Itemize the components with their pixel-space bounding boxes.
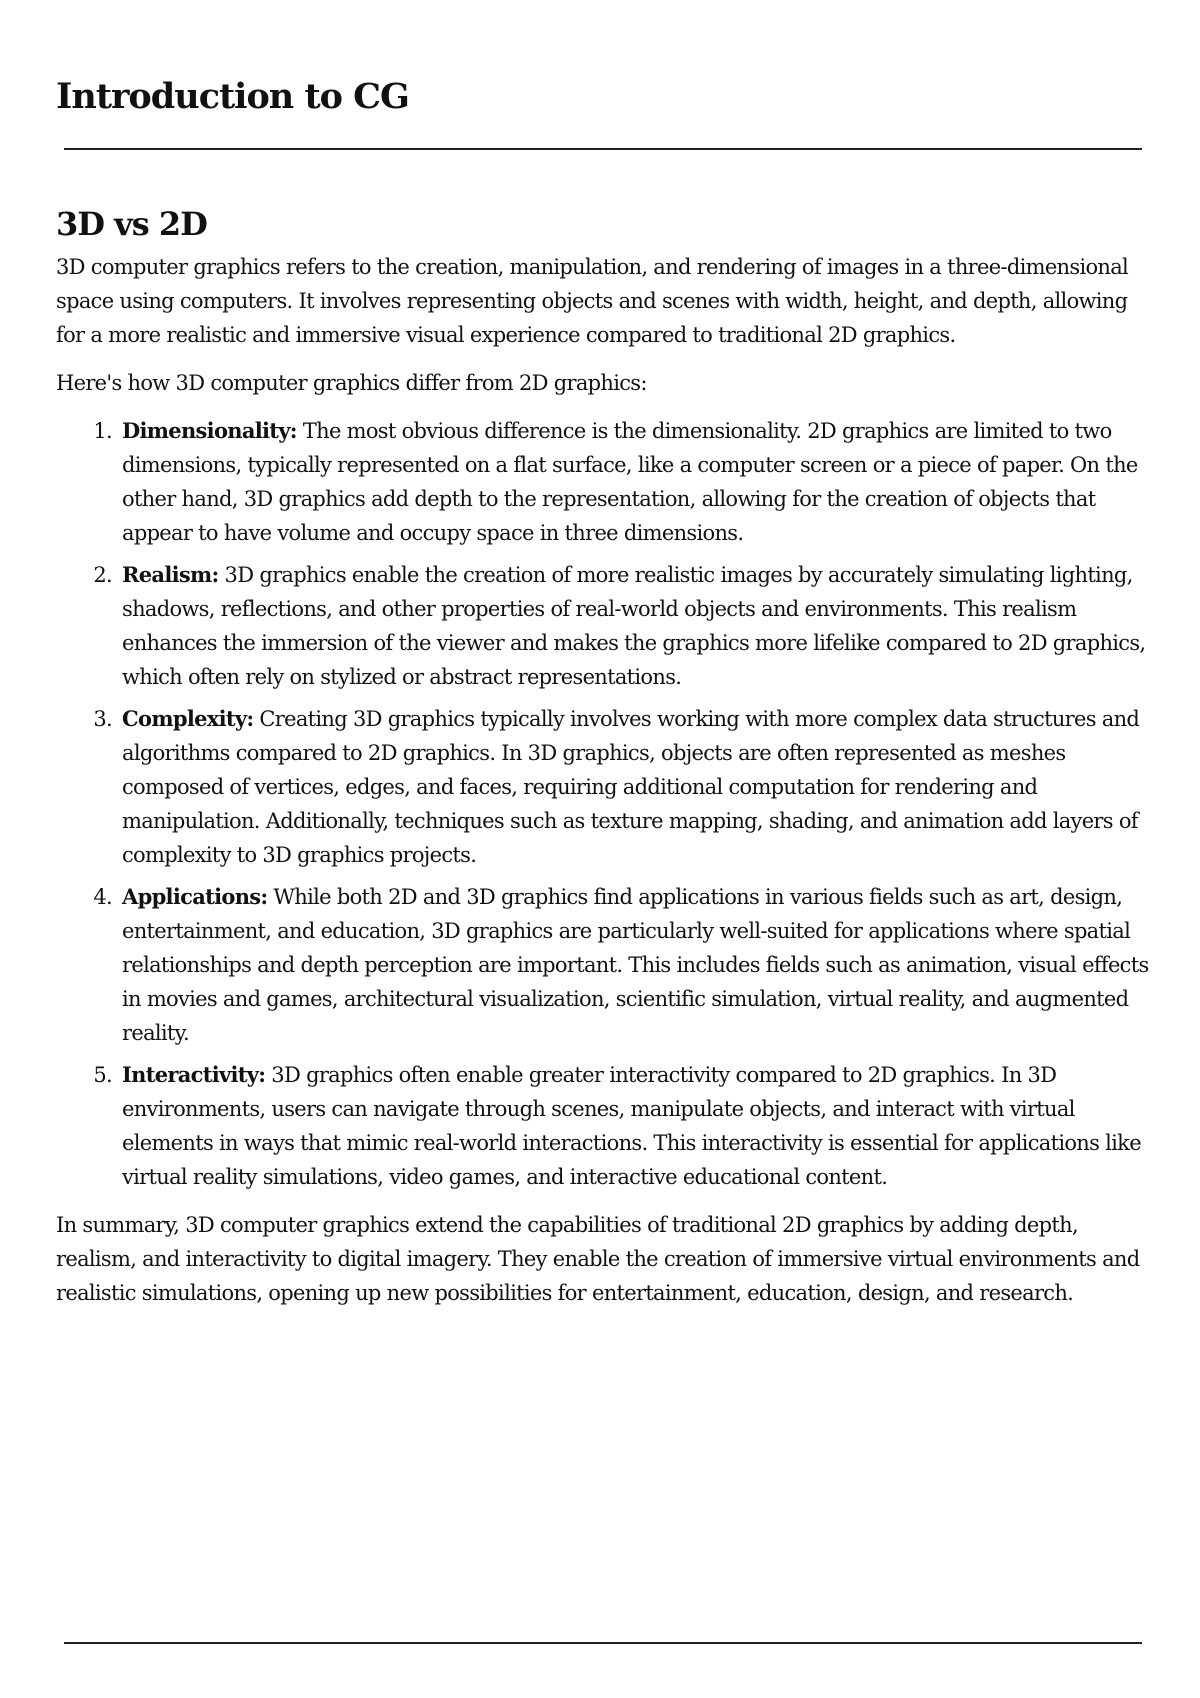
bottom-divider bbox=[64, 1642, 1142, 1644]
list-item-dimensionality bbox=[118, 414, 1150, 550]
list-item-text: 3D graphics often enable greater interactivity compared to 2D graphics. In 3D environments, users can navigate through scenes, manipulate objects, and interact with virtual elements in ways that mimic real-world interactions. This interactivity is essential for applications like virtual reality simulations, video games, and interactive educational content. bbox=[122, 1063, 1141, 1189]
list-item-term: Realism: bbox=[122, 562, 219, 587]
document-title: Introduction to CG bbox=[56, 76, 409, 117]
differences-list bbox=[56, 414, 1150, 1194]
list-item-term: Applications: bbox=[122, 884, 268, 909]
top-divider bbox=[64, 148, 1142, 150]
list-item-interactivity bbox=[118, 1058, 1150, 1194]
list-item-complexity bbox=[118, 702, 1150, 872]
summary-paragraph: In summary, 3D computer graphics extend the capabilities of traditional 2D graphics by adding depth, realism, and interactivity to digital imagery. They enable the creation of immersive virtual environments and realistic simulations, opening up new possibilities for entertainment, education, design, and research. bbox=[56, 1213, 1140, 1305]
section-heading: 3D vs 2D bbox=[56, 205, 207, 243]
list-item-text: 3D graphics enable the creation of more realistic images by accurately simulating lighting, shadows, reflections, and other properties of real-world objects and environments. This realism enhances the immersion of the viewer and makes the graphics more lifelike compared to 2D graphics, which often rely on stylized or abstract representations. bbox=[122, 563, 1146, 689]
list-item-term: Interactivity: bbox=[122, 1062, 266, 1087]
list-item-term: Complexity: bbox=[122, 706, 254, 731]
list-item-text: Creating 3D graphics typically involves working with more complex data structures and algorithms compared to 2D graphics. In 3D graphics, objects are often represented as meshes composed of vertices, edges, and faces, requiring additional computation for rendering and manipulation. Additionally, techniques such as texture mapping, shading, and animation add layers of complexity to 3D graphics projects. bbox=[122, 707, 1140, 867]
lead-in-paragraph: Here's how 3D computer graphics differ from 2D graphics: bbox=[56, 371, 647, 395]
list-item-text: The most obvious difference is the dimensionality. 2D graphics are limited to two dimensions, typically represented on a flat surface, like a computer screen or a piece of paper. On the other hand, 3D graphics add depth to the representation, allowing for the creation of objects that appear to have volume and occupy space in three dimensions. bbox=[122, 419, 1138, 545]
intro-paragraph: 3D computer graphics refers to the creation, manipulation, and rendering of images in a three-dimensional space using computers. It involves representing objects and scenes with width, height, and depth, allowing for a more realistic and immersive visual experience compared to traditional 2D graphics. bbox=[56, 255, 1129, 347]
list-item-realism bbox=[118, 558, 1150, 694]
list-item-term: Dimensionality: bbox=[122, 418, 297, 443]
list-item-text: While both 2D and 3D graphics find applications in various fields such as art, design, entertainment, and education, 3D graphics are particularly well-suited for applications where spatial relationships and depth perception are important. This includes fields such as animation, visual effects in movies and games, architectural visualization, scientific simulation, virtual reality, and augmented reality. bbox=[122, 885, 1149, 1045]
list-item-applications bbox=[118, 880, 1150, 1050]
section-3d-vs-2d bbox=[56, 204, 1150, 1324]
